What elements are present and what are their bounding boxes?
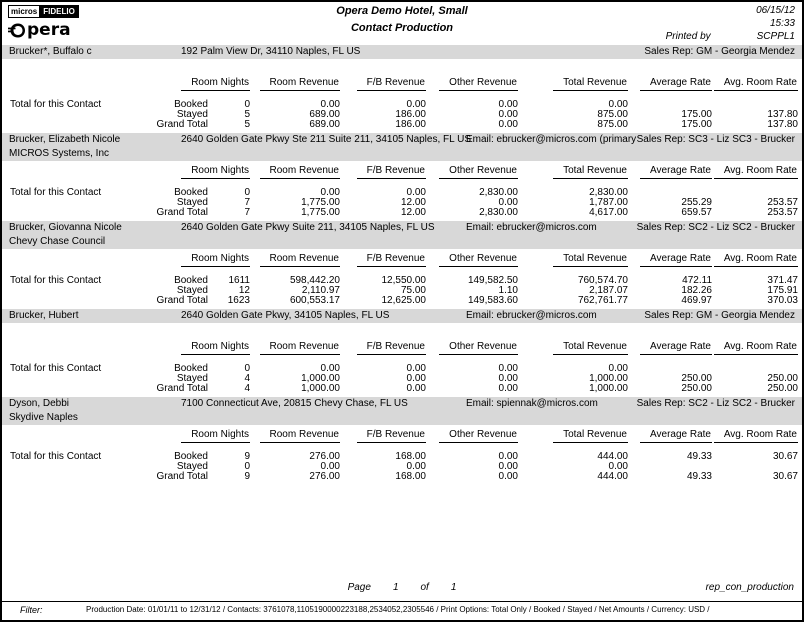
cell-room-nights: 12: [238, 285, 250, 296]
cell-fb-revenue: 186.00: [395, 109, 426, 120]
row-label: Grand Total: [156, 471, 208, 482]
cell-average-rate: 49.33: [686, 451, 712, 462]
cell-fb-revenue: 0.00: [406, 363, 426, 374]
cell-average-rate: 659.57: [681, 207, 712, 218]
cell-total-revenue: 1,000.00: [589, 383, 628, 394]
cell-room-nights: 0: [244, 187, 250, 198]
company-name: MICROS Systems, Inc: [9, 148, 110, 159]
cell-total-revenue: 444.00: [597, 471, 628, 482]
col-header-fb-revenue: F/B Revenue: [340, 165, 426, 179]
col-header-room-nights: Room Nights: [148, 253, 250, 267]
cell-average-rate: 49.33: [686, 471, 712, 482]
grand-total-row: [10, 208, 798, 218]
col-header-room-nights: Room Nights: [148, 77, 250, 91]
cell-average-rate: 182.26: [681, 285, 712, 296]
contact-sales-rep: Sales Rep: SC3 - Liz SC3 - Brucker: [636, 134, 795, 145]
booked-row: [10, 364, 798, 374]
production-table: [10, 165, 798, 218]
cell-avg-room-rate: 175.91: [767, 285, 798, 296]
printed-by-label: Printed by: [665, 31, 711, 42]
total-for-contact-label: Total for this Contact: [10, 451, 102, 462]
contact-address: 192 Palm View Dr, 34110 Naples, FL US: [181, 46, 361, 57]
cell-room-revenue: 0.00: [320, 99, 340, 110]
total-for-contact-label: Total for this Contact: [10, 99, 102, 110]
contact-name: Dyson, Debbi: [9, 398, 70, 409]
cell-room-revenue: 689.00: [309, 119, 340, 130]
cell-fb-revenue: 12,625.00: [381, 295, 426, 306]
col-header-total-revenue: Total Revenue: [518, 165, 628, 179]
report-id: rep_con_production: [705, 582, 794, 593]
opera-logo-text: pera: [27, 20, 71, 40]
cell-other-revenue: 0.00: [498, 461, 518, 472]
row-label: Grand Total: [156, 207, 208, 218]
cell-room-nights: 0: [244, 461, 250, 472]
cell-total-revenue: 875.00: [597, 109, 628, 120]
cell-room-nights: 5: [244, 109, 250, 120]
row-label: Stayed: [176, 373, 208, 384]
col-header-room-revenue: Room Revenue: [250, 77, 340, 91]
contact-sales-rep: Sales Rep: SC2 - Liz SC2 - Brucker: [636, 222, 795, 233]
contact-email: Email: spiennak@micros.com: [466, 398, 598, 409]
cell-avg-room-rate: 253.57: [767, 197, 798, 208]
contact-block: [2, 133, 802, 218]
cell-fb-revenue: 0.00: [406, 383, 426, 394]
cell-total-revenue: 2,187.07: [589, 285, 628, 296]
contact-sales-rep: Sales Rep: SC2 - Liz SC2 - Brucker: [636, 398, 795, 409]
col-header-fb-revenue: F/B Revenue: [340, 77, 426, 91]
col-header-room-nights: Room Nights: [148, 341, 250, 355]
grand-total-row: [10, 472, 798, 482]
cell-fb-revenue: 168.00: [395, 471, 426, 482]
row-label: Grand Total: [156, 383, 208, 394]
page-number: [2, 582, 802, 593]
col-header-other-revenue: Other Revenue: [426, 341, 518, 355]
cell-room-nights: 1623: [227, 295, 250, 306]
cell-fb-revenue: 12,550.00: [381, 275, 426, 286]
col-header-other-revenue: Other Revenue: [426, 253, 518, 267]
row-label: Booked: [174, 451, 208, 462]
contact-email: Email: ebrucker@micros.com (primary: [466, 134, 637, 145]
production-table: [10, 429, 798, 482]
cell-other-revenue: 149,583.60: [467, 295, 518, 306]
col-header-total-revenue: Total Revenue: [518, 341, 628, 355]
total-for-contact-label: Total for this Contact: [10, 275, 102, 286]
filter-label: Filter:: [20, 605, 43, 615]
hotel-title: Opera Demo Hotel, Small: [336, 5, 468, 17]
cell-avg-room-rate: 250.00: [767, 383, 798, 394]
contact-sales-rep: Sales Rep: GM - Georgia Mendez: [644, 46, 795, 57]
page-number-row: [2, 582, 802, 596]
contact-address: 2640 Golden Gate Pkwy Ste 211 Suite 211, 34105 Naples, FL US: [181, 134, 471, 145]
contact-block: [2, 221, 802, 306]
cell-room-revenue: 0.00: [320, 187, 340, 198]
print-date: 06/15/12: [756, 5, 795, 16]
contact-block: [2, 309, 802, 394]
company-row: [2, 235, 802, 249]
contact-band: [2, 133, 802, 147]
cell-total-revenue: 0.00: [608, 363, 628, 374]
col-header-other-revenue: Other Revenue: [426, 77, 518, 91]
cell-total-revenue: 2,830.00: [589, 187, 628, 198]
cell-room-revenue: 689.00: [309, 109, 340, 120]
report-title: Contact Production: [350, 22, 454, 34]
booked-row: [10, 452, 798, 462]
company-row: [2, 59, 802, 73]
cell-other-revenue: 0.00: [498, 363, 518, 374]
row-label: Booked: [174, 363, 208, 374]
cell-other-revenue: 0.00: [498, 383, 518, 394]
col-header-other-revenue: Other Revenue: [426, 165, 518, 179]
cell-room-revenue: 1,775.00: [301, 197, 340, 208]
contact-address: 7100 Connecticut Ave, 20815 Chevy Chase, FL US: [181, 398, 408, 409]
company-row: [2, 147, 802, 161]
column-header-row: [10, 253, 798, 267]
cell-total-revenue: 0.00: [608, 461, 628, 472]
contact-name: Brucker, Giovanna Nicole: [9, 222, 122, 233]
cell-room-nights: 4: [244, 373, 250, 384]
contact-address: 2640 Golden Gate Pkwy Suite 211, 34105 Naples, FL US: [181, 222, 435, 233]
cell-other-revenue: 0.00: [498, 197, 518, 208]
row-label: Booked: [174, 187, 208, 198]
cell-room-revenue: 0.00: [320, 363, 340, 374]
col-header-avg-room-rate: Avg. Room Rate: [712, 253, 798, 267]
company-row: [2, 323, 802, 337]
total-for-contact-label: Total for this Contact: [10, 187, 102, 198]
print-meta: [666, 4, 795, 43]
cell-room-revenue: 600,553.17: [289, 295, 340, 306]
cell-fb-revenue: 0.00: [406, 461, 426, 472]
col-header-avg-room-rate: Avg. Room Rate: [712, 341, 798, 355]
cell-avg-room-rate: 253.57: [767, 207, 798, 218]
cell-room-revenue: 2,110.97: [301, 285, 340, 296]
cell-total-revenue: 875.00: [597, 119, 628, 130]
cell-room-revenue: 1,000.00: [301, 373, 340, 384]
col-header-fb-revenue: F/B Revenue: [340, 253, 426, 267]
col-header-fb-revenue: F/B Revenue: [340, 429, 426, 443]
cell-total-revenue: 1,787.00: [589, 197, 628, 208]
cell-fb-revenue: 0.00: [406, 373, 426, 384]
contact-address: 2640 Golden Gate Pkwy, 34105 Naples, FL US: [181, 310, 390, 321]
row-label: Stayed: [176, 285, 208, 296]
cell-room-nights: 4: [244, 383, 250, 394]
cell-other-revenue: 0.00: [498, 109, 518, 120]
cell-room-revenue: 1,000.00: [301, 383, 340, 394]
cell-average-rate: 255.29: [681, 197, 712, 208]
col-header-room-revenue: Room Revenue: [250, 253, 340, 267]
col-header-avg-room-rate: Avg. Room Rate: [712, 77, 798, 91]
col-header-fb-revenue: F/B Revenue: [340, 341, 426, 355]
col-header-total-revenue: Total Revenue: [518, 429, 628, 443]
cell-room-nights: 7: [244, 207, 250, 218]
col-header-avg-room-rate: Avg. Room Rate: [712, 429, 798, 443]
production-table: [10, 341, 798, 394]
contact-band: [2, 397, 802, 411]
cell-fb-revenue: 12.00: [400, 207, 426, 218]
row-label: Stayed: [176, 461, 208, 472]
cell-room-revenue: 276.00: [309, 471, 340, 482]
col-header-avg-room-rate: Avg. Room Rate: [712, 165, 798, 179]
cell-avg-room-rate: 370.03: [767, 295, 798, 306]
contact-email: Email: ebrucker@micros.com: [466, 310, 597, 321]
total-for-contact-label: Total for this Contact: [10, 363, 102, 374]
row-label: Booked: [174, 99, 208, 110]
col-header-room-revenue: Room Revenue: [250, 429, 340, 443]
contact-email: Email: ebrucker@micros.com: [466, 222, 597, 233]
row-label: Stayed: [176, 197, 208, 208]
col-header-total-revenue: Total Revenue: [518, 77, 628, 91]
cell-avg-room-rate: 137.80: [767, 109, 798, 120]
company-name: Chevy Chase Council: [9, 236, 106, 247]
col-header-room-revenue: Room Revenue: [250, 341, 340, 355]
cell-fb-revenue: 168.00: [395, 451, 426, 462]
page-num: 1: [392, 582, 399, 593]
cell-avg-room-rate: 250.00: [767, 373, 798, 384]
cell-average-rate: 250.00: [681, 373, 712, 384]
cell-other-revenue: 0.00: [498, 99, 518, 110]
contact-block: [2, 397, 802, 482]
cell-total-revenue: 1,000.00: [589, 373, 628, 384]
cell-total-revenue: 444.00: [597, 451, 628, 462]
cell-room-nights: 9: [244, 471, 250, 482]
of-label: of: [420, 582, 429, 593]
cell-average-rate: 175.00: [681, 109, 712, 120]
col-header-total-revenue: Total Revenue: [518, 253, 628, 267]
contact-name: Brucker, Elizabeth Nicole: [9, 134, 121, 145]
cell-fb-revenue: 186.00: [395, 119, 426, 130]
col-header-other-revenue: Other Revenue: [426, 429, 518, 443]
company-name: Skydive Naples: [9, 412, 78, 423]
cell-other-revenue: 0.00: [498, 451, 518, 462]
page-total: 1: [450, 582, 457, 593]
cell-average-rate: 250.00: [681, 383, 712, 394]
cell-room-nights: 1611: [228, 275, 250, 286]
col-header-room-nights: Room Nights: [148, 165, 250, 179]
contact-email: [466, 46, 644, 59]
cell-avg-room-rate: 137.80: [767, 119, 798, 130]
row-label: Stayed: [176, 109, 208, 120]
col-header-room-revenue: Room Revenue: [250, 165, 340, 179]
column-header-row: [10, 77, 798, 91]
printed-by-value: SCPPL1: [756, 31, 795, 42]
column-header-row: [10, 165, 798, 179]
cell-room-nights: 5: [244, 119, 250, 130]
cell-room-nights: 7: [244, 197, 250, 208]
cell-room-nights: 0: [244, 99, 250, 110]
contact-block: [2, 45, 802, 130]
row-label: Booked: [174, 275, 208, 286]
cell-other-revenue: 0.00: [498, 471, 518, 482]
cell-other-revenue: 2,830.00: [479, 207, 518, 218]
cell-avg-room-rate: 30.67: [772, 451, 798, 462]
cell-fb-revenue: 12.00: [400, 197, 426, 208]
column-header-row: [10, 341, 798, 355]
production-table: [10, 77, 798, 130]
cell-total-revenue: 762,761.77: [577, 295, 628, 306]
cell-room-revenue: 276.00: [309, 451, 340, 462]
cell-other-revenue: 0.00: [498, 373, 518, 384]
cell-total-revenue: 760,574.70: [577, 275, 628, 286]
cell-room-revenue: 598,442.20: [289, 275, 340, 286]
filter-row: [2, 602, 802, 620]
cell-avg-room-rate: 30.67: [772, 471, 798, 482]
cell-other-revenue: 2,830.00: [479, 187, 518, 198]
cell-room-nights: 9: [244, 451, 250, 462]
column-header-row: [10, 429, 798, 443]
cell-fb-revenue: 75.00: [400, 285, 426, 296]
report-footer: [2, 582, 802, 620]
cell-other-revenue: 0.00: [498, 119, 518, 130]
contact-sales-rep: Sales Rep: GM - Georgia Mendez: [644, 310, 795, 321]
contact-list: [2, 45, 802, 482]
cell-average-rate: 469.97: [681, 295, 712, 306]
col-header-average-rate: Average Rate: [628, 429, 712, 443]
production-table: [10, 253, 798, 306]
grand-total-row: [10, 384, 798, 394]
filter-text: Production Date: 01/01/11 to 12/31/12 / Contacts: 3761078,1105190000223188,2534052,2305546 / Print Options: Total Only / Booked / Stayed / Net Amounts / Currency: USD /: [86, 605, 710, 614]
contact-band: [2, 309, 802, 323]
cell-room-nights: 0: [244, 363, 250, 374]
cell-avg-room-rate: 371.47: [767, 275, 798, 286]
cell-other-revenue: 1.10: [498, 285, 518, 296]
col-header-room-nights: Room Nights: [148, 429, 250, 443]
cell-room-revenue: 0.00: [320, 461, 340, 472]
cell-average-rate: 175.00: [681, 119, 712, 130]
col-header-average-rate: Average Rate: [628, 77, 712, 91]
company-row: [2, 411, 802, 425]
col-header-average-rate: Average Rate: [628, 253, 712, 267]
stayed-row: [10, 374, 798, 384]
row-label: Grand Total: [156, 295, 208, 306]
micros-logo-text: micros: [8, 5, 40, 18]
row-label: Grand Total: [156, 119, 208, 130]
contact-name: Brucker*, Buffalo c: [9, 46, 92, 57]
print-time: 15:33: [769, 18, 795, 29]
fidelio-logo-text: FIDELIO: [40, 5, 79, 18]
cell-fb-revenue: 0.00: [406, 187, 426, 198]
page-label: Page: [347, 582, 371, 593]
printed-by-row: [666, 30, 795, 43]
contact-name: Brucker, Hubert: [9, 310, 79, 321]
contact-band: [2, 45, 802, 59]
grand-total-row: [10, 120, 798, 130]
cell-total-revenue: 0.00: [608, 99, 628, 110]
cell-room-revenue: 1,775.00: [301, 207, 340, 218]
cell-fb-revenue: 0.00: [406, 99, 426, 110]
cell-average-rate: 472.11: [682, 275, 712, 286]
col-header-average-rate: Average Rate: [628, 341, 712, 355]
col-header-average-rate: Average Rate: [628, 165, 712, 179]
contact-band: [2, 221, 802, 235]
grand-total-row: [10, 296, 798, 306]
cell-total-revenue: 4,617.00: [589, 207, 628, 218]
report-header: [2, 2, 802, 45]
cell-other-revenue: 149,582.50: [467, 275, 518, 286]
